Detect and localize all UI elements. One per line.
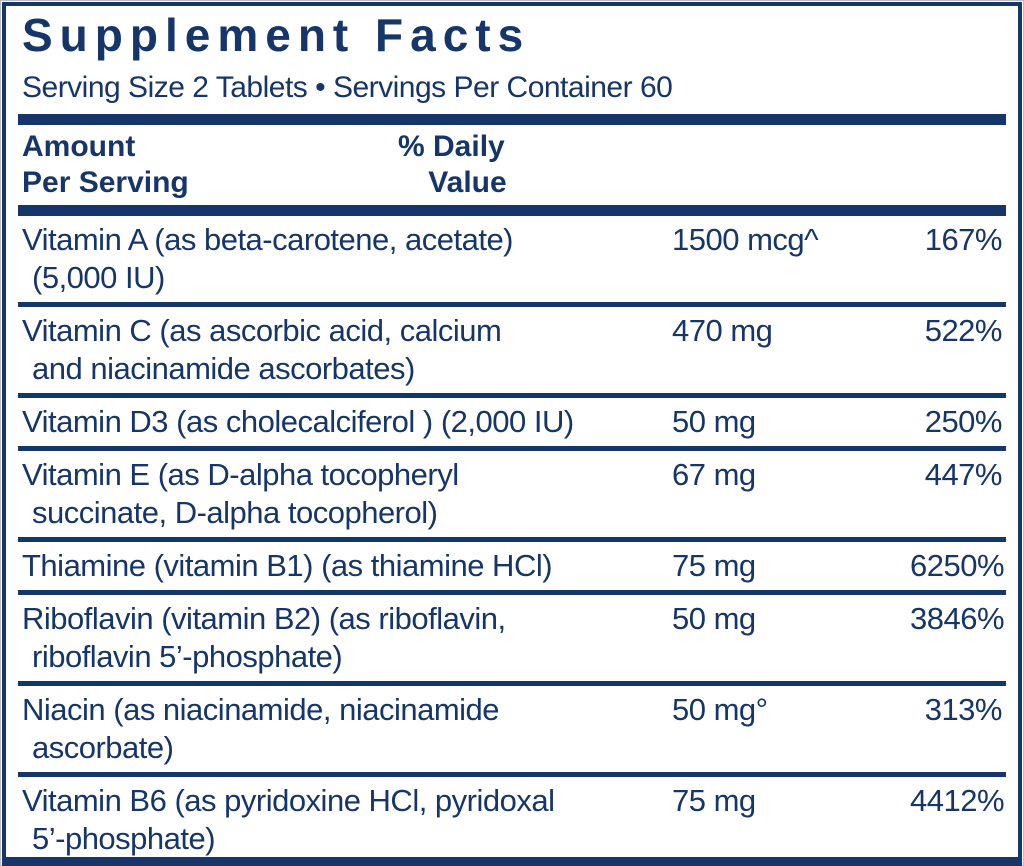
ingredient-name-line2: and niacinamide ascorbates) — [32, 351, 415, 386]
amount-header-line2: Per Serving — [22, 166, 189, 199]
table-row-vitamin-d3 — [6, 398, 1018, 446]
ingredient-name-line2: ascorbate) — [32, 730, 174, 765]
ingredient-name-line1: Vitamin B6 (as pyridoxine HCl, pyridoxal — [22, 783, 555, 818]
ingredient-amount: 50 mg — [672, 601, 756, 636]
ingredient-name-line1: Thiamine (vitamin B1) (as thiamine HCl) — [22, 548, 553, 583]
ingredient-name — [22, 782, 672, 858]
amount-header-line1: Amount — [22, 130, 136, 163]
ingredient-name — [22, 221, 672, 297]
daily-value: 3846% — [910, 601, 1005, 636]
ingredient-name-line2: riboflavin 5’-phosphate) — [32, 639, 343, 674]
table-row-vitamin-b6 — [6, 777, 1018, 863]
supplement-facts-panel — [2, 2, 1022, 866]
ingredient-amount: 50 mg° — [672, 692, 768, 727]
ingredient-amount: 1500 mcg^ — [672, 222, 819, 257]
ingredient-name-line1: Vitamin C (as ascorbic acid, calcium — [22, 313, 502, 348]
daily-value-header-line2: Value — [428, 166, 507, 199]
ingredient-name — [22, 312, 672, 388]
panel-title: Supplement Facts — [22, 9, 531, 61]
daily-value: 522% — [924, 313, 1002, 348]
table-row-vitamin-c — [6, 307, 1018, 393]
daily-value: 4412% — [910, 783, 1005, 818]
ingredient-amount: 75 mg — [672, 783, 756, 818]
ingredient-name — [22, 456, 672, 532]
ingredient-name — [22, 547, 672, 585]
daily-value: 167% — [924, 222, 1002, 257]
daily-value: 6250% — [910, 548, 1005, 583]
divider-bar-top — [18, 114, 1006, 125]
serving-info: Serving Size 2 Tablets • Servings Per Container 60 — [22, 71, 673, 104]
column-headers — [6, 125, 1018, 205]
ingredient-name — [22, 600, 672, 676]
ingredient-amount: 75 mg — [672, 548, 756, 583]
table-row-vitamin-e — [6, 451, 1018, 537]
table-row-thiamine — [6, 542, 1018, 590]
table-row-vitamin-a — [6, 216, 1018, 302]
daily-value: 250% — [924, 404, 1002, 439]
ingredient-name-line1: Vitamin A (as beta-carotene, acetate) — [22, 222, 514, 257]
ingredient-amount: 470 mg — [672, 313, 773, 348]
ingredient-name-line1: Vitamin E (as D-alpha tocopheryl — [22, 457, 459, 492]
ingredient-name-line2: (5,000 IU) — [32, 260, 165, 295]
ingredient-name — [22, 403, 672, 441]
daily-value-header-line1: % Daily — [398, 130, 505, 163]
daily-value: 447% — [924, 457, 1002, 492]
ingredient-name-line2: succinate, D-alpha tocopherol) — [32, 495, 438, 530]
ingredient-name-line1: Niacin (as niacinamide, niacinamide — [22, 692, 500, 727]
ingredient-name-line1: Riboflavin (vitamin B2) (as riboflavin, — [22, 601, 506, 636]
daily-value: 313% — [924, 692, 1002, 727]
table-row-riboflavin — [6, 595, 1018, 681]
ingredient-amount: 50 mg — [672, 404, 756, 439]
divider-bar-header — [18, 205, 1006, 216]
divider-bar-bottom — [6, 857, 1018, 866]
table-row-niacin — [6, 686, 1018, 772]
daily-value-column-header — [398, 129, 523, 201]
ingredient-name-line2: 5’-phosphate) — [32, 821, 216, 856]
ingredient-name — [22, 691, 672, 767]
ingredient-amount: 67 mg — [672, 457, 756, 492]
ingredient-rows — [6, 216, 1018, 863]
ingredient-name-line1: Vitamin D3 (as cholecalciferol ) (2,000 IU) — [22, 404, 574, 439]
